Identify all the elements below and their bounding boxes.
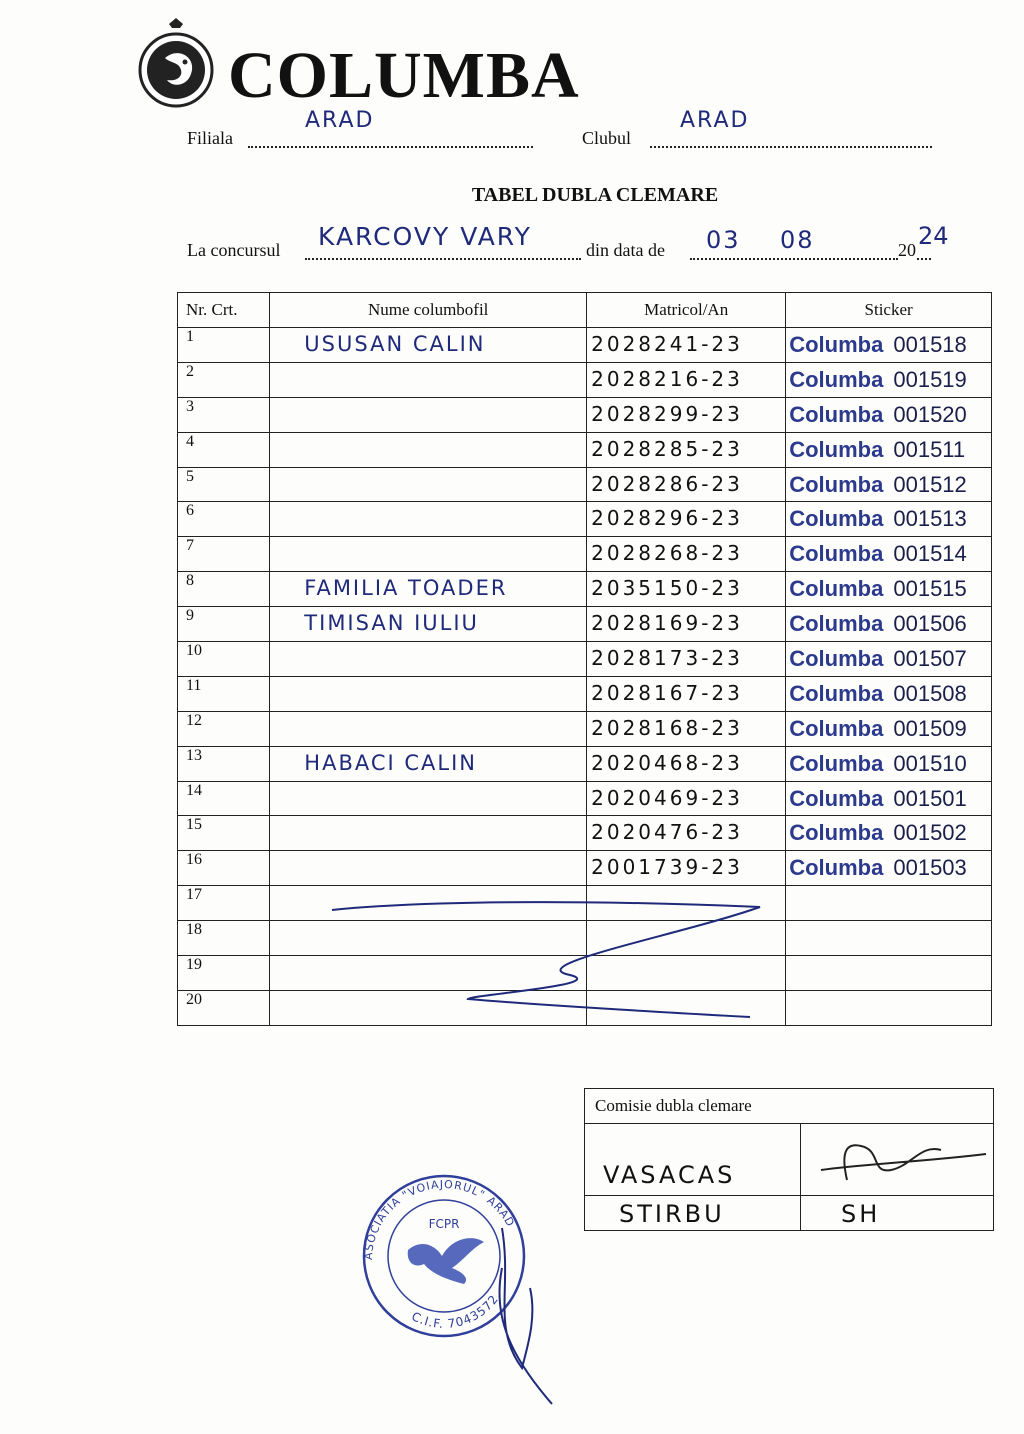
table-row bbox=[178, 328, 992, 363]
table-row bbox=[178, 502, 992, 537]
table-row bbox=[178, 397, 992, 432]
concurs-value: KARCOVY VARY bbox=[318, 222, 532, 251]
row-name-text bbox=[270, 851, 586, 855]
filiala-value: ARAD bbox=[305, 108, 375, 133]
row-nr bbox=[178, 432, 270, 467]
stamp-middle-text: FCPR bbox=[428, 1217, 460, 1231]
row-nr-text: 19 bbox=[186, 956, 202, 974]
row-nr bbox=[178, 572, 270, 607]
table-row bbox=[178, 711, 992, 746]
row-matricol-text: 2028296-23 bbox=[591, 506, 743, 531]
row-matricol bbox=[587, 537, 786, 572]
sticker-number: 001515 bbox=[893, 576, 967, 602]
table-row bbox=[178, 432, 992, 467]
sticker-label bbox=[786, 611, 970, 637]
row-name bbox=[270, 607, 587, 642]
row-sticker bbox=[786, 502, 992, 537]
row-nr bbox=[178, 851, 270, 886]
row-matricol bbox=[587, 607, 786, 642]
sticker-brand: Columba bbox=[789, 750, 884, 776]
row-matricol-text: 2020476-23 bbox=[591, 820, 743, 845]
sticker-label bbox=[786, 402, 970, 428]
row-name-text: FAMILIA TOADER bbox=[304, 576, 508, 601]
row-name-text bbox=[270, 537, 586, 541]
sticker-label bbox=[786, 960, 802, 986]
commission-title: Comisie dubla clemare bbox=[585, 1089, 994, 1124]
row-name-text bbox=[270, 677, 586, 681]
row-matricol-text: 2001739-23 bbox=[591, 855, 743, 880]
row-matricol-text: 2028167-23 bbox=[591, 680, 743, 705]
row-name bbox=[270, 572, 587, 607]
row-matricol-text: 2028268-23 bbox=[591, 541, 743, 566]
sticker-number: 001520 bbox=[893, 401, 967, 427]
row-nr bbox=[178, 746, 270, 781]
row-name-text bbox=[270, 363, 586, 367]
sticker-brand: Columba bbox=[789, 576, 884, 602]
sticker-label bbox=[786, 681, 970, 707]
row-nr-text: 18 bbox=[186, 921, 202, 939]
row-sticker bbox=[786, 956, 992, 991]
row-name-text bbox=[270, 468, 586, 472]
row-name bbox=[270, 851, 587, 886]
commission-sign-2 bbox=[801, 1196, 994, 1231]
row-matricol-text: 2028216-23 bbox=[591, 366, 743, 391]
row-name-text bbox=[270, 502, 586, 506]
commission-member-1 bbox=[585, 1124, 801, 1196]
row-matricol-text: 2028169-23 bbox=[591, 611, 743, 636]
sticker-label bbox=[786, 925, 802, 951]
row-name bbox=[270, 502, 587, 537]
row-sticker bbox=[786, 362, 992, 397]
row-sticker bbox=[786, 990, 992, 1025]
row-matricol-text: 2028299-23 bbox=[591, 401, 743, 426]
clubul-value: ARAD bbox=[680, 108, 750, 133]
row-name-text: HABACI CALIN bbox=[304, 750, 478, 775]
date-dots bbox=[690, 258, 898, 260]
columba-logo-icon bbox=[135, 18, 217, 108]
sticker-number: 001501 bbox=[893, 785, 967, 811]
row-sticker bbox=[786, 746, 992, 781]
row-sticker bbox=[786, 537, 992, 572]
sticker-number: 001506 bbox=[893, 611, 967, 637]
table-row bbox=[178, 816, 992, 851]
row-sticker bbox=[786, 816, 992, 851]
row-sticker bbox=[786, 886, 992, 921]
header-sticker: Sticker bbox=[786, 293, 992, 328]
table-row bbox=[178, 362, 992, 397]
row-nr bbox=[178, 781, 270, 816]
sticker-brand: Columba bbox=[789, 506, 884, 532]
sticker-brand: Columba bbox=[789, 820, 884, 846]
row-sticker bbox=[786, 467, 992, 502]
table-row bbox=[178, 746, 992, 781]
sticker-number: 001510 bbox=[893, 750, 967, 776]
row-name bbox=[270, 537, 587, 572]
table-row bbox=[178, 851, 992, 886]
clubul-dots bbox=[650, 146, 932, 148]
brand-name: COLUMBA bbox=[228, 39, 580, 112]
row-name bbox=[270, 642, 587, 677]
sticker-number: 001503 bbox=[893, 855, 967, 881]
signature-1-icon bbox=[801, 1124, 991, 1190]
sticker-brand: Columba bbox=[789, 332, 884, 357]
row-matricol-text bbox=[587, 886, 785, 890]
table-row bbox=[178, 537, 992, 572]
row-sticker bbox=[786, 607, 992, 642]
row-matricol-text: 2035150-23 bbox=[591, 576, 743, 601]
row-matricol bbox=[587, 851, 786, 886]
sticker-brand: Columba bbox=[789, 541, 884, 567]
member-name-2: STIRBU bbox=[619, 1200, 725, 1228]
clubul-label: Clubul bbox=[582, 128, 632, 148]
empty-rows-strike-icon bbox=[320, 895, 780, 1025]
row-matricol bbox=[587, 467, 786, 502]
sticker-number: 001511 bbox=[893, 436, 966, 462]
row-matricol bbox=[587, 572, 786, 607]
row-name bbox=[270, 711, 587, 746]
row-nr-text: 11 bbox=[186, 676, 202, 694]
sticker-label bbox=[786, 646, 970, 672]
row-nr bbox=[178, 921, 270, 956]
row-nr bbox=[178, 956, 270, 991]
sticker-label bbox=[786, 716, 970, 742]
row-name-text bbox=[270, 433, 586, 437]
row-nr-text: 10 bbox=[186, 642, 202, 660]
row-name-text bbox=[270, 816, 586, 820]
sticker-number: 001518 bbox=[893, 332, 967, 357]
filiala-dots bbox=[248, 146, 533, 148]
row-nr bbox=[178, 676, 270, 711]
row-name-text bbox=[270, 886, 586, 890]
row-nr-text: 3 bbox=[186, 397, 194, 415]
row-matricol bbox=[587, 711, 786, 746]
sticker-brand: Columba bbox=[789, 436, 884, 462]
sticker-number: 001507 bbox=[893, 646, 967, 672]
row-matricol-text: 2028285-23 bbox=[591, 436, 743, 461]
row-name-text bbox=[270, 642, 586, 646]
row-matricol bbox=[587, 362, 786, 397]
year-prefix: 20 bbox=[898, 240, 916, 260]
table-row bbox=[178, 607, 992, 642]
filiala-label: Filiala bbox=[187, 128, 233, 148]
sticker-label bbox=[786, 751, 970, 777]
sticker-label bbox=[786, 786, 970, 812]
sticker-brand: Columba bbox=[789, 471, 884, 497]
sticker-brand: Columba bbox=[789, 855, 884, 881]
row-matricol-text: 2020469-23 bbox=[591, 785, 743, 810]
row-matricol-text: 2028173-23 bbox=[591, 646, 743, 671]
row-sticker bbox=[786, 397, 992, 432]
row-matricol bbox=[587, 676, 786, 711]
association-stamp-icon bbox=[352, 1168, 592, 1408]
sticker-brand: Columba bbox=[789, 646, 884, 672]
commission-sign-1 bbox=[801, 1124, 994, 1196]
member-name-1: VASACAS bbox=[603, 1160, 736, 1189]
row-sticker bbox=[786, 711, 992, 746]
header-name: Nume columbofil bbox=[270, 293, 587, 328]
row-sticker bbox=[786, 851, 992, 886]
row-nr bbox=[178, 816, 270, 851]
row-nr-text: 15 bbox=[186, 816, 202, 834]
sticker-label bbox=[786, 820, 970, 846]
commission-member-2 bbox=[585, 1196, 801, 1231]
row-nr bbox=[178, 990, 270, 1025]
row-name bbox=[270, 432, 587, 467]
row-name-text: TIMISAN IULIU bbox=[304, 611, 479, 636]
row-sticker bbox=[786, 781, 992, 816]
table-header-row bbox=[178, 293, 992, 328]
row-matricol-text: 2028168-23 bbox=[591, 715, 743, 740]
sticker-number: 001513 bbox=[893, 506, 967, 532]
sticker-label bbox=[786, 367, 970, 393]
row-name bbox=[270, 397, 587, 432]
row-nr-text: 7 bbox=[186, 537, 194, 555]
sticker-label bbox=[786, 506, 970, 532]
row-nr bbox=[178, 642, 270, 677]
row-name bbox=[270, 816, 587, 851]
signature-2: SH bbox=[841, 1200, 881, 1228]
row-matricol-text: 2020468-23 bbox=[591, 750, 743, 775]
sticker-brand: Columba bbox=[789, 680, 884, 706]
concurs-label: La concursul bbox=[187, 240, 281, 260]
sticker-brand: Columba bbox=[789, 366, 884, 392]
row-nr-text: 1 bbox=[186, 328, 194, 345]
row-name bbox=[270, 467, 587, 502]
table-row bbox=[178, 676, 992, 711]
header-matricol: Matricol/An bbox=[587, 293, 786, 328]
row-nr bbox=[178, 502, 270, 537]
row-nr bbox=[178, 397, 270, 432]
sticker-brand: Columba bbox=[789, 611, 884, 637]
sticker-label bbox=[786, 541, 970, 567]
row-nr bbox=[178, 467, 270, 502]
sticker-brand: Columba bbox=[789, 401, 884, 427]
row-name-text: USUSAN CALIN bbox=[304, 332, 486, 356]
commission-table bbox=[584, 1088, 994, 1231]
sticker-number: 001508 bbox=[893, 680, 967, 706]
row-nr-text: 5 bbox=[186, 467, 194, 485]
row-nr-text: 14 bbox=[186, 781, 202, 799]
row-nr-text: 2 bbox=[186, 362, 194, 380]
row-sticker bbox=[786, 642, 992, 677]
sticker-label bbox=[786, 576, 970, 602]
row-nr-text: 17 bbox=[186, 886, 202, 904]
row-nr bbox=[178, 328, 270, 363]
date-month: 08 bbox=[780, 226, 815, 254]
row-nr-text: 16 bbox=[186, 851, 202, 869]
header-nr: Nr. Crt. bbox=[178, 293, 270, 328]
sticker-brand: Columba bbox=[789, 715, 884, 741]
row-nr-text: 12 bbox=[186, 711, 202, 729]
row-matricol bbox=[587, 781, 786, 816]
row-nr bbox=[178, 537, 270, 572]
row-nr bbox=[178, 886, 270, 921]
row-sticker bbox=[786, 328, 992, 363]
table-row bbox=[178, 572, 992, 607]
row-nr bbox=[178, 362, 270, 397]
row-matricol-text: 2028241-23 bbox=[591, 332, 743, 356]
row-nr-text: 13 bbox=[186, 746, 202, 764]
table-row bbox=[178, 467, 992, 502]
sticker-number: 001509 bbox=[893, 715, 967, 741]
sticker-label bbox=[786, 332, 970, 358]
row-name-text bbox=[270, 712, 586, 716]
row-matricol bbox=[587, 746, 786, 781]
row-sticker bbox=[786, 676, 992, 711]
sticker-label bbox=[786, 890, 802, 916]
sticker-label bbox=[786, 995, 802, 1021]
row-name-text bbox=[270, 398, 586, 402]
row-matricol bbox=[587, 328, 786, 363]
row-nr-text: 20 bbox=[186, 990, 202, 1008]
row-nr-text: 6 bbox=[186, 502, 194, 520]
row-name bbox=[270, 362, 587, 397]
row-sticker bbox=[786, 921, 992, 956]
row-nr-text: 4 bbox=[186, 432, 194, 450]
stamp-top-text: ASOCIATIA "VOIAJORUL" ARAD bbox=[361, 1177, 518, 1261]
row-name bbox=[270, 746, 587, 781]
table-row bbox=[178, 642, 992, 677]
row-nr bbox=[178, 607, 270, 642]
row-matricol-text: 2028286-23 bbox=[591, 471, 743, 496]
din-data-label: din data de bbox=[586, 240, 665, 260]
sticker-number: 001514 bbox=[893, 541, 967, 567]
row-sticker bbox=[786, 432, 992, 467]
row-name bbox=[270, 328, 587, 363]
sticker-label bbox=[786, 472, 970, 498]
concurs-dots bbox=[305, 258, 581, 260]
row-name bbox=[270, 676, 587, 711]
row-nr-text: 8 bbox=[186, 572, 194, 590]
sticker-label bbox=[786, 855, 970, 881]
document-title: TABEL DUBLA CLEMARE bbox=[471, 184, 719, 206]
sticker-label bbox=[786, 437, 968, 463]
row-nr bbox=[178, 711, 270, 746]
sticker-brand: Columba bbox=[789, 785, 884, 811]
row-name bbox=[270, 781, 587, 816]
row-name-text bbox=[270, 782, 586, 786]
stamp-bottom-text: C.I.F. 7043572 bbox=[409, 1291, 502, 1331]
row-matricol bbox=[587, 642, 786, 677]
row-matricol bbox=[587, 432, 786, 467]
date-day: 03 bbox=[706, 226, 741, 254]
year-suffix: 24 bbox=[918, 222, 949, 250]
row-sticker bbox=[786, 572, 992, 607]
year-dots bbox=[917, 258, 931, 260]
row-matricol bbox=[587, 397, 786, 432]
sticker-number: 001512 bbox=[893, 471, 967, 497]
table-row bbox=[178, 781, 992, 816]
row-nr-text: 9 bbox=[186, 607, 194, 625]
row-matricol bbox=[587, 502, 786, 537]
sticker-number: 001519 bbox=[893, 366, 967, 392]
sticker-number: 001502 bbox=[893, 820, 967, 846]
row-matricol bbox=[587, 816, 786, 851]
